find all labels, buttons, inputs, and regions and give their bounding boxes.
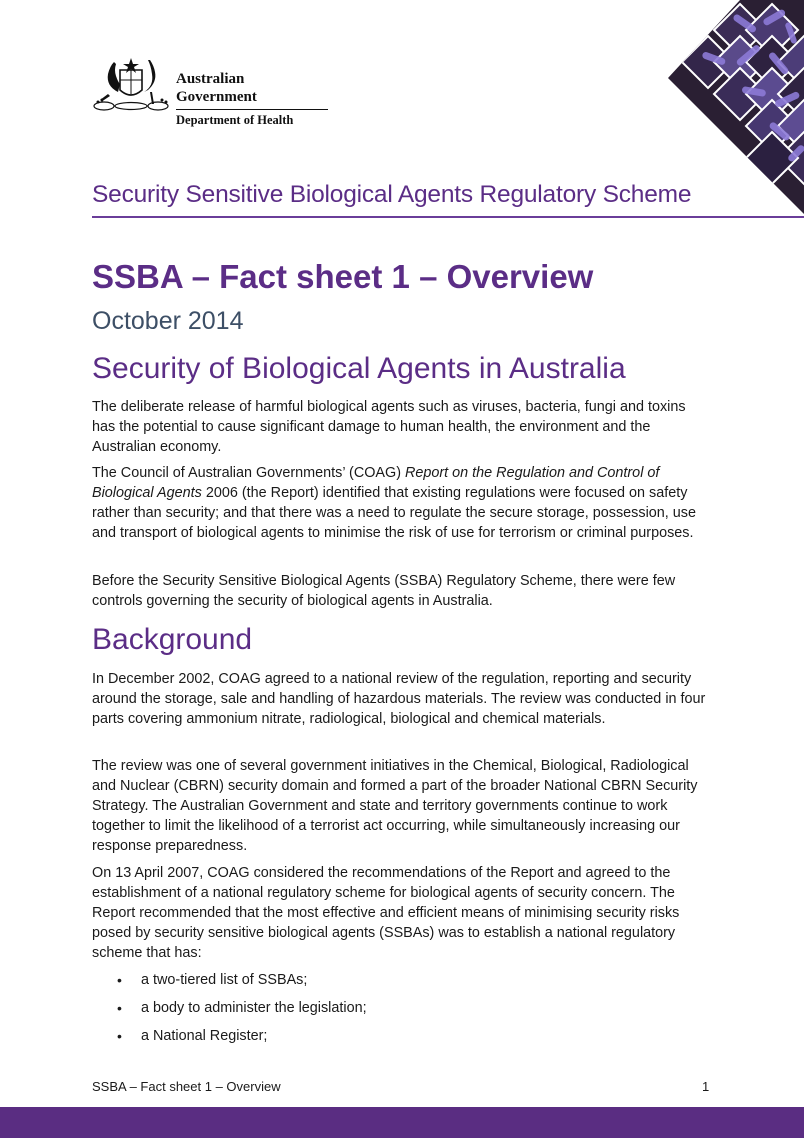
list-item: • a two-tiered list of SSBAs; [117, 970, 367, 998]
document-date: October 2014 [92, 307, 244, 335]
coat-of-arms-icon [92, 56, 170, 116]
paragraph: In December 2002, COAG agreed to a national review of the regulation, reporting and security around the storage, sale and handling of hazardous materials. The review was conducted in four parts covering ammonium nitrate, radiological, biological and chemical materials. [92, 671, 706, 727]
section-heading-security: Security of Biological Agents in Australia [92, 352, 626, 385]
paragraph: Before the Security Sensitive Biological Agents (SSBA) Regulatory Scheme, there were few controls governing the security of biological agents in Australia. [92, 573, 676, 609]
paragraph: On 13 April 2007, COAG considered the recommendations of the Report and agreed to the establishment of a national regulatory scheme for biological agents of security concern. The Report recommended that the most effective and efficient means of minimising security risks posed by security sensitive biological agents (SSBAs) was to establish a national regulatory scheme that has: [92, 865, 680, 961]
section-heading-background: Background [92, 623, 253, 656]
paragraph: The review was one of several government initiatives in the Chemical, Biological, Radiological and Nuclear (CBRN) security domain and formed a part of the broader National CBRN Security Strategy. The Australian Government and state and territory governments continue to work together to limit the likelihood of a terrorist act occurring, while simultaneously increasing our response preparedness. [92, 758, 698, 854]
government-name: Australian Government [176, 70, 328, 110]
paragraph: The deliberate release of harmful biological agents such as viruses, bacteria, fungi and toxins has the potential to cause significant damage to human health, the environment and the Australian economy. [92, 399, 686, 455]
document-title: SSBA – Fact sheet 1 – Overview [92, 258, 594, 295]
header-divider [92, 216, 804, 218]
report-title-italic: Report on the Regulation and Control of Biological Agents [92, 465, 660, 501]
footer-label: SSBA – Fact sheet 1 – Overview [92, 1079, 281, 1094]
bullet-list [117, 970, 367, 1054]
paragraph [92, 463, 712, 543]
list-item: • a body to administer the legislation; [117, 998, 367, 1026]
scheme-title: Security Sensitive Biological Agents Regulatory Scheme [92, 181, 692, 208]
paragraph-text: 2006 (the Report) identified that existing regulations were focused on safety rather than security; and that there was a need to regulate the secure storage, possession, use and transport of biological agents to minimise the risk of use for terrorism or criminal purposes. [92, 485, 696, 541]
government-logo [92, 56, 332, 127]
list-item: • a National Register; [117, 1026, 367, 1054]
page-number: 1 [702, 1079, 710, 1094]
paragraph-text: The Council of Australian Governments’ (COAG) [92, 465, 405, 481]
footer-band [0, 1107, 804, 1138]
department-name: Department of Health [176, 113, 294, 127]
